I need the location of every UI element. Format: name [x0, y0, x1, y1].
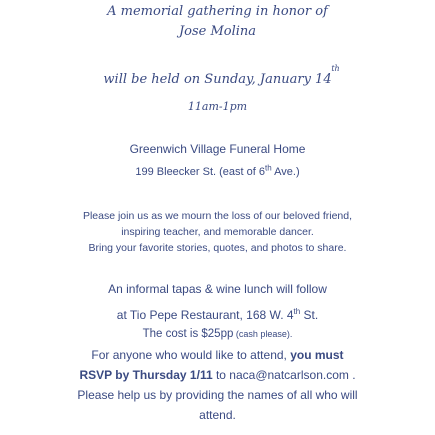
- lunch-cost: [0, 328, 435, 340]
- address-text-end: Ave.): [271, 166, 300, 178]
- venue-address: [0, 163, 435, 178]
- event-time: 11am-1pm: [187, 100, 248, 113]
- location-text: at Tio Pepe Restaurant, 168 W. 4: [116, 308, 294, 322]
- lunch-location: [0, 308, 435, 322]
- address-superscript: th: [265, 163, 272, 173]
- honoree-name: Jose Molina: [178, 24, 257, 39]
- cost-text: The cost is $25pp: [142, 328, 234, 340]
- lunch-intro: An informal tapas & wine lunch will follow: [108, 282, 327, 296]
- location-superscript: th: [293, 307, 301, 316]
- rsvp-line: Please help us by providing the names of all who will: [77, 388, 358, 402]
- rsvp-deadline: RSVP by Thursday 1/11: [79, 368, 213, 382]
- location-text-end: St.: [300, 308, 319, 322]
- rsvp-line: attend.: [199, 408, 236, 422]
- venue-name: Greenwich Village Funeral Home: [129, 142, 306, 156]
- rsvp-email: to naca@natcarlson.com .: [212, 368, 356, 382]
- rsvp-emphasis: you must: [290, 348, 344, 362]
- message-line: Bring your favorite stories, quotes, and photos to share.: [88, 242, 347, 254]
- invitation-title: A memorial gathering in honor of: [107, 4, 328, 19]
- message-line: Please join us as we mourn the loss of our beloved friend,: [82, 210, 353, 222]
- rsvp-text: For anyone who would like to attend,: [91, 348, 291, 362]
- rsvp-deadline-line: [0, 368, 435, 382]
- cost-note: (cash please).: [233, 329, 293, 339]
- date-superscript: th: [331, 64, 340, 73]
- event-date: will be held on Sunday, January 14: [103, 72, 332, 87]
- address-text: 199 Bleecker St. (east of 6: [135, 166, 266, 178]
- message-line: inspiring teacher, and memorable dancer.: [121, 226, 314, 238]
- rsvp-line: [0, 348, 435, 362]
